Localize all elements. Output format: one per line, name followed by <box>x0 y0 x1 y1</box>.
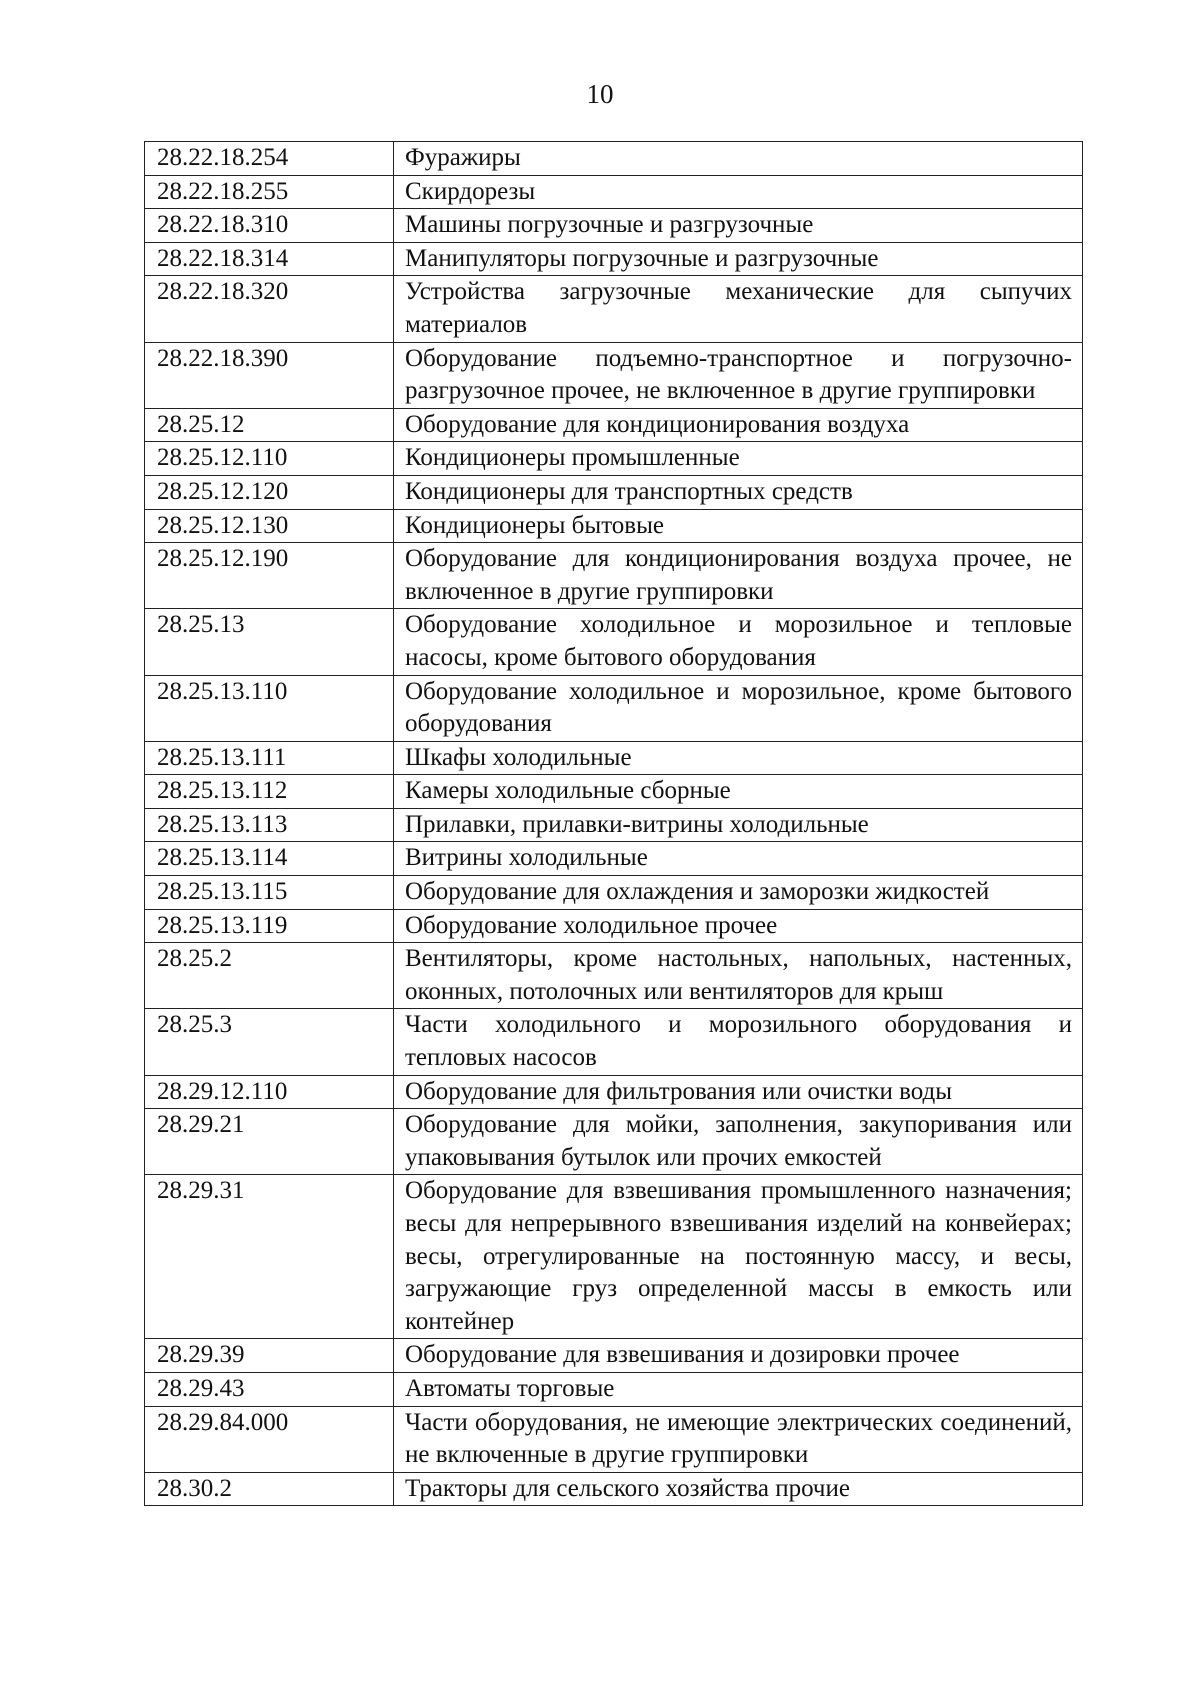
table-row <box>145 242 1083 276</box>
row-name-cell: Оборудование холодильное и морозильное, кроме бытового оборудования <box>394 675 1083 741</box>
row-name-cell: Тракторы для сельского хозяйства прочие <box>394 1472 1083 1506</box>
row-code-cell: 28.25.13.115 <box>145 876 394 910</box>
row-name-cell: Прилавки, прилавки-витрины холодильные <box>394 808 1083 842</box>
row-code-cell: 28.25.13.110 <box>145 675 394 741</box>
table-row <box>145 943 1083 1009</box>
table-row <box>145 209 1083 243</box>
row-code-cell: 28.22.18.254 <box>145 142 394 176</box>
row-code-cell: 28.29.21 <box>145 1109 394 1175</box>
table-row <box>145 276 1083 342</box>
classification-table <box>144 141 1083 1506</box>
row-name-cell: Вентиляторы, кроме настольных, напольных, настенных, оконных, потолочных или вентиляторов для крыш <box>394 943 1083 1009</box>
table-row <box>145 475 1083 509</box>
table-row <box>145 1372 1083 1406</box>
row-name-cell: Кондиционеры бытовые <box>394 509 1083 543</box>
row-name-cell: Скирдорезы <box>394 175 1083 209</box>
table-row <box>145 142 1083 176</box>
row-name-cell: Манипуляторы погрузочные и разгрузочные <box>394 242 1083 276</box>
row-code-cell: 28.29.12.110 <box>145 1075 394 1109</box>
row-code-cell: 28.25.12.110 <box>145 442 394 476</box>
table-row <box>145 909 1083 943</box>
row-code-cell: 28.22.18.255 <box>145 175 394 209</box>
row-code-cell: 28.25.13 <box>145 609 394 675</box>
table-row <box>145 175 1083 209</box>
row-name-cell: Витрины холодильные <box>394 842 1083 876</box>
table-row <box>145 442 1083 476</box>
table-row <box>145 543 1083 609</box>
row-code-cell: 28.25.13.112 <box>145 775 394 809</box>
row-name-cell: Оборудование подъемно-транспортное и погрузочно-разгрузочное прочее, не включенное в другие группировки <box>394 342 1083 408</box>
table-row <box>145 842 1083 876</box>
row-code-cell: 28.29.84.000 <box>145 1406 394 1472</box>
row-code-cell: 28.29.39 <box>145 1339 394 1373</box>
row-code-cell: 28.25.13.119 <box>145 909 394 943</box>
row-name-cell: Автоматы торговые <box>394 1372 1083 1406</box>
row-name-cell: Шкафы холодильные <box>394 741 1083 775</box>
table-row <box>145 1075 1083 1109</box>
row-code-cell: 28.25.2 <box>145 943 394 1009</box>
row-code-cell: 28.25.12.120 <box>145 475 394 509</box>
row-code-cell: 28.25.13.113 <box>145 808 394 842</box>
table-row <box>145 408 1083 442</box>
row-name-cell: Кондиционеры для транспортных средств <box>394 475 1083 509</box>
row-code-cell: 28.25.3 <box>145 1009 394 1075</box>
table-row <box>145 609 1083 675</box>
row-name-cell: Оборудование холодильное и морозильное и тепловые насосы, кроме бытового оборудования <box>394 609 1083 675</box>
page-number: 10 <box>586 79 614 109</box>
table-row <box>145 675 1083 741</box>
row-name-cell: Оборудование для мойки, заполнения, закупоривания или упаковывания бутылок или прочих емкостей <box>394 1109 1083 1175</box>
row-name-cell: Машины погрузочные и разгрузочные <box>394 209 1083 243</box>
row-code-cell: 28.29.31 <box>145 1175 394 1339</box>
row-name-cell: Оборудование для взвешивания промышленного назначения; весы для непрерывного взвешивания изделий на конвейерах; весы, отрегулированные на постоянную массу, и весы, загружающие груз определенной массы в емкость или контейнер <box>394 1175 1083 1339</box>
row-name-cell: Оборудование холодильное прочее <box>394 909 1083 943</box>
row-code-cell: 28.22.18.314 <box>145 242 394 276</box>
row-name-cell: Фуражиры <box>394 142 1083 176</box>
row-name-cell: Части оборудования, не имеющие электрических соединений, не включенные в другие группировки <box>394 1406 1083 1472</box>
row-code-cell: 28.25.12.130 <box>145 509 394 543</box>
row-name-cell: Оборудование для фильтрования или очистки воды <box>394 1075 1083 1109</box>
row-code-cell: 28.25.12 <box>145 408 394 442</box>
row-code-cell: 28.25.13.111 <box>145 741 394 775</box>
table-row <box>145 741 1083 775</box>
row-name-cell: Оборудование для кондиционирования воздуха <box>394 408 1083 442</box>
table-row <box>145 775 1083 809</box>
row-name-cell: Части холодильного и морозильного оборудования и тепловых насосов <box>394 1009 1083 1075</box>
table-row <box>145 1339 1083 1373</box>
row-name-cell: Оборудование для кондиционирования воздуха прочее, не включенное в другие группировки <box>394 543 1083 609</box>
table-row <box>145 1109 1083 1175</box>
table-row <box>145 876 1083 910</box>
row-code-cell: 28.29.43 <box>145 1372 394 1406</box>
row-name-cell: Устройства загрузочные механические для сыпучих материалов <box>394 276 1083 342</box>
table-body <box>145 142 1083 1506</box>
row-name-cell: Оборудование для взвешивания и дозировки прочее <box>394 1339 1083 1373</box>
table-row <box>145 1472 1083 1506</box>
row-code-cell: 28.25.13.114 <box>145 842 394 876</box>
row-code-cell: 28.25.12.190 <box>145 543 394 609</box>
table-row <box>145 1175 1083 1339</box>
row-name-cell: Кондиционеры промышленные <box>394 442 1083 476</box>
row-code-cell: 28.30.2 <box>145 1472 394 1506</box>
row-code-cell: 28.22.18.310 <box>145 209 394 243</box>
row-name-cell: Оборудование для охлаждения и заморозки жидкостей <box>394 876 1083 910</box>
table-row <box>145 509 1083 543</box>
table-row <box>145 342 1083 408</box>
table-row <box>145 1009 1083 1075</box>
table-row <box>145 808 1083 842</box>
table-row <box>145 1406 1083 1472</box>
row-code-cell: 28.22.18.390 <box>145 342 394 408</box>
row-name-cell: Камеры холодильные сборные <box>394 775 1083 809</box>
row-code-cell: 28.22.18.320 <box>145 276 394 342</box>
